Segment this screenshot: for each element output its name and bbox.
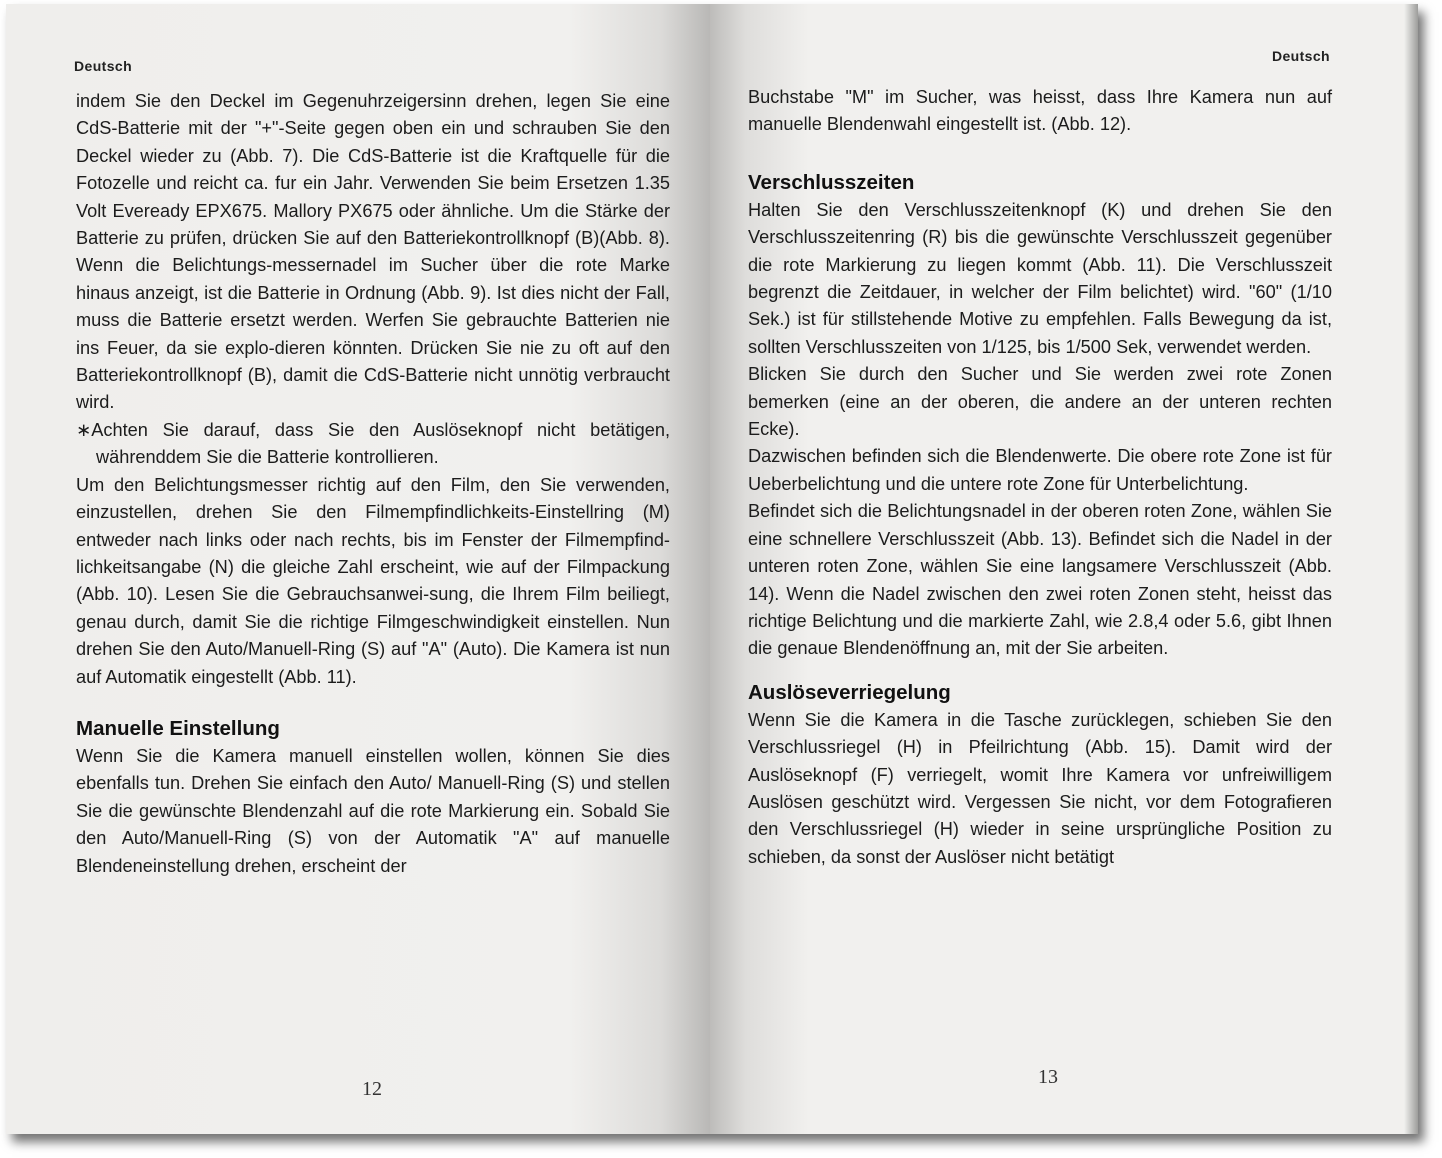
shutter-lock-paragraph: Wenn Sie die Kamera in die Tasche zurücklegen, schieben Sie den Verschlussriegel (H) in Pfeilrichtung (Abb. 15). Damit wird der Auslöseknopf (F) verriegelt, womit Ihre Kamera vor unfreiwilligem Auslösen geschützt wird. Vergessen Sie nicht, vor dem Fotografieren den Verschlussriegel (H) wieder in seine ursprüngliche Position zu schieben, da sonst der Auslöser nicht betätigt	[748, 709, 1332, 867]
page-number-right: 13	[1038, 1066, 1058, 1088]
shutter-speeds-heading: Verschlusszeiten	[748, 170, 915, 194]
manual-indicator-paragraph: Buchstabe "M" im Sucher, was heisst, dass Ihre Kamera nun auf manuelle Blendenwahl eingestellt ist. (Abb. 12).	[748, 87, 1332, 135]
left-page	[6, 4, 710, 1134]
shutter-speeds-paragraph: Halten Sie den Verschlusszeitenknopf (K) und drehen Sie den Verschlusszeitenring (R) bis die gewünschte Verschlusszeit gegenüber die rote Markierung zu liegen kommt (Abb. 11). Die Verschlusszeit begrenzt die Zeitdauer, in welcher der Film belichtet) wird. "60" (1/10 Sek.) ist für stillstehende Motive zu empfehlen. Falls Bewegung da ist, sollten Verschlusszeiten von 1/125, bis 1/500 Sek, verwendet werden.	[748, 199, 1332, 357]
manual-setting-heading: Manuelle Einstellung	[76, 716, 280, 740]
red-zones-paragraph: Blicken Sie durch den Sucher und Sie werden zwei rote Zonen bemerken (eine an der oberen, die andere an der unteren rechten Ecke).	[748, 364, 1332, 440]
needle-position-paragraph: Befindet sich die Belichtungsnadel in der oberen roten Zone, wählen Sie eine schnellere Verschlusszeit (Abb. 13). Befindet sich die Nadel in der unteren roten Zone, wählen Sie eine langsamere Verschlusszeit (Abb. 14). Wenn die Nadel zwischen den zwei roten Zonen steht, heisst das richtige Belichtung und die markierte Zahl, wie 2.8,4 oder 5.6, gibt Ihnen die genaue Blendenöffnung an, mit der Sie arbeiten.	[748, 501, 1332, 659]
battery-paragraph: indem Sie den Deckel im Gegenuhrzeigersinn drehen, legen Sie eine CdS-Batterie mit der "+"-Seite gegen oben ein und schrauben Sie den Deckel wieder zu (Abb. 7). Die CdS-Batterie ist die Kraftquelle für die Fotozelle und reicht ca. fur ein Jahr. Verwenden Sie beim Ersetzen 1.35 Volt Eveready EPX675. Mallory PX675 oder ähnliche. Um die Stärke der Batterie zu prüfen, drücken Sie auf den Batteriekontrollknopf (B)(Abb. 8). Wenn die Belichtungs-messernadel im Sucher über die rote Marke hinaus anzeigt, ist die Batterie in Ordnung (Abb. 9). Ist dies nicht der Fall, muss die Batterie ersetzt werden. Werfen Sie gebrauchte Batterien nie ins Feuer, da sie explo-dieren könnten. Drücken Sie nie zu oft auf den Batteriekontrollknopf (B), damit die CdS-Batterie nicht unnötig verbraucht wird.	[76, 91, 670, 413]
page-number-left: 12	[362, 1078, 382, 1100]
page-header-left: Deutsch	[74, 58, 133, 74]
left-page-body	[76, 88, 670, 880]
manual-spread	[6, 4, 1418, 1134]
film-speed-paragraph: Um den Belichtungsmesser richtig auf den Film, den Sie verwenden, einzustellen, drehen Sie den Filmempfindlichkeits-Einstellring (M) entweder nach links oder nach rechts, bis im Fenster der Filmempfind-lichkeitsangabe (N) die gleiche Zahl erscheint, wie auf der Filmpackung (Abb. 10). Lesen Sie die Gebrauchsanwei-sung, die Ihrem Film beiliegt, genau durch, damit Sie die richtige Filmgeschwindigkeit einstellen. Nun drehen Sie den Auto/Manuell-Ring (S) auf "A" (Auto). Die Kamera ist nun auf Automatik eingestellt (Abb. 11).	[76, 474, 670, 687]
aperture-values-paragraph: Dazwischen befinden sich die Blendenwerte. Die obere rote Zone ist für Ueberbelichtung und die untere rote Zone für Unterbelichtung.	[748, 446, 1332, 494]
page-header-right: Deutsch	[1271, 48, 1330, 64]
manual-setting-paragraph: Wenn Sie die Kamera manuell einstellen wollen, können Sie dies ebenfalls tun. Drehen Sie einfach den Auto/ Manuell-Ring (S) und stellen Sie die gewünschte Blendenzahl auf die rote Markierung ein. Sobald Sie den Auto/Manuell-Ring (S) von der Automatik "A" auf manuelle Blendeneinstellung drehen, erscheint der	[76, 745, 670, 876]
shutter-lock-heading: Auslöseverriegelung	[748, 680, 951, 704]
right-page	[710, 4, 1418, 1134]
right-page-body	[748, 84, 1332, 871]
shutter-warning-note: ∗Achten Sie darauf, dass Sie den Auslöseknopf nicht betätigen, währenddem Sie die Batterie kontrollieren.	[76, 419, 670, 468]
